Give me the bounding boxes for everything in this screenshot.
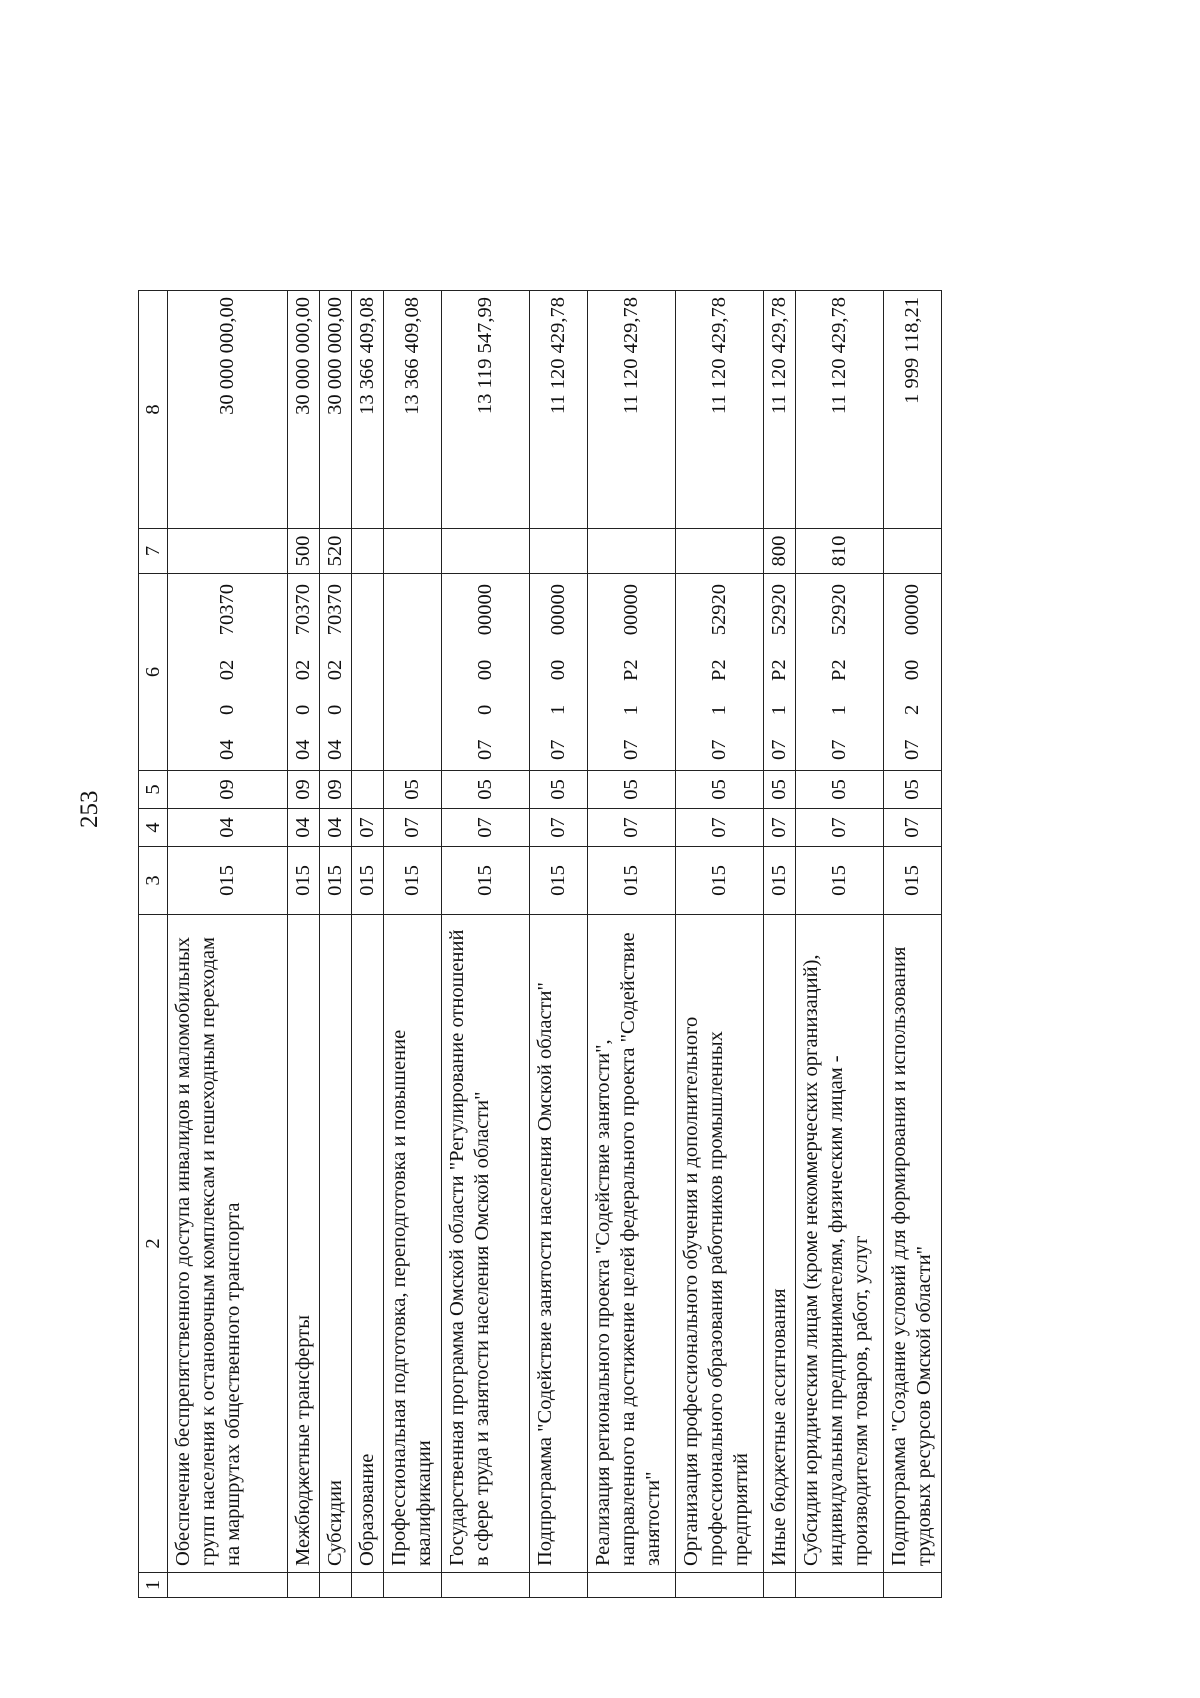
table-row [320,291,352,1598]
row-number-cell [442,1573,530,1598]
row-number-cell [796,1573,884,1598]
item-name-cell: Организация профессионального обучения и дополнительного профессионального образования работников промышленных предприятий [676,915,764,1573]
item-name-cell: Образование [352,915,384,1573]
admin-code-cell: 015 [588,847,676,915]
row-number-cell [530,1573,588,1598]
target-article-part: 1 [620,705,642,716]
target-article-cell [884,574,942,771]
row-number-cell [764,1573,796,1598]
subsection-code-cell: 05 [384,771,442,809]
table-body [168,291,942,1598]
section-code-cell: 07 [588,809,676,847]
subsection-code-cell: 09 [288,771,320,809]
target-article-code [619,580,644,764]
expense-type-cell: 500 [288,529,320,574]
subsection-code-cell: 05 [442,771,530,809]
column-number: 3 [139,847,168,915]
amount-cell: 30 000 000,00 [320,291,352,529]
target-article-part: 0 [292,704,314,715]
subsection-code-cell: 09 [168,771,288,809]
section-code-cell: 07 [884,809,942,847]
item-name-cell: Подпрограмма "Содействие занятости населения Омской области" [530,915,588,1573]
subsection-code-cell: 05 [796,771,884,809]
subsection-code-cell: 05 [764,771,796,809]
admin-code-cell: 015 [796,847,884,915]
expense-type-cell: 520 [320,529,352,574]
target-article-part: 0 [216,704,238,715]
target-article-part: 07 [768,739,790,760]
amount-cell: 11 120 429,78 [796,291,884,529]
row-number-cell [288,1573,320,1598]
admin-code-cell: 015 [442,847,530,915]
target-article-part: 07 [620,739,642,760]
target-article-part: 04 [292,739,314,760]
section-code-cell: 07 [352,809,384,847]
target-article-code [215,580,240,764]
section-code-cell: 07 [384,809,442,847]
table-row [352,291,384,1598]
item-name-cell: Профессиональная подготовка, переподготовка и повышение квалификации [384,915,442,1573]
target-article-part: 02 [324,659,346,681]
target-article-code [827,580,852,764]
expense-type-cell: 800 [764,529,796,574]
row-number-cell [588,1573,676,1598]
amount-cell: 1 999 118,21 [884,291,942,529]
target-article-part: P2 [768,659,790,682]
subsection-code-cell: 05 [884,771,942,809]
expense-type-cell: 810 [796,529,884,574]
target-article-part: 00000 [901,584,923,636]
target-article-cell [288,574,320,771]
target-article-part: 0 [324,704,346,715]
target-article-part: 00000 [620,584,642,636]
target-article-part: 70370 [324,584,346,636]
target-article-code [473,580,498,764]
expense-type-cell [442,529,530,574]
admin-code-cell: 015 [320,847,352,915]
target-article-part: 00000 [547,584,569,636]
target-article-part: 00000 [474,584,496,636]
item-name-cell: Межбюджетные трансферты [288,915,320,1573]
section-code-cell: 07 [530,809,588,847]
amount-cell: 13 366 409,08 [384,291,442,529]
target-article-part: 07 [708,739,730,760]
section-code-cell: 07 [442,809,530,847]
target-article-part: 70370 [292,584,314,636]
subsection-code-cell: 05 [588,771,676,809]
item-name-cell: Государственная программа Омской области "Регулирование отношений в сфере труда и занятости населения Омской области" [442,915,530,1573]
item-name-cell: Реализация регионального проекта "Содействие занятости", направленного на достижение целей федерального проекта "Содействие занятости" [588,915,676,1573]
target-article-part: 52920 [708,584,730,636]
column-number: 8 [139,291,168,529]
expense-type-cell [352,529,384,574]
expense-type-cell [676,529,764,574]
target-article-cell [384,574,442,771]
target-article-part: 07 [547,739,569,760]
subsection-code-cell: 05 [676,771,764,809]
target-article-cell [168,574,288,771]
amount-cell: 13 366 409,08 [352,291,384,529]
target-article-part: 04 [216,739,238,760]
target-article-cell [588,574,676,771]
target-article-cell [764,574,796,771]
item-name-cell: Обеспечение беспрепятственного доступа инвалидов и маломобильных групп населения к остановочным комплексам и пешеходным переходам на маршрутах общественного транспорта [168,915,288,1573]
target-article-part: 02 [292,659,314,681]
expense-type-cell [588,529,676,574]
amount-cell: 11 120 429,78 [588,291,676,529]
amount-cell: 11 120 429,78 [530,291,588,529]
target-article-part: 52920 [828,584,850,636]
expense-type-cell [384,529,442,574]
target-article-part: 00 [474,659,496,681]
document-page [76,43,1078,1598]
table-row [442,291,530,1598]
row-number-cell [676,1573,764,1598]
target-article-cell [530,574,588,771]
amount-cell: 30 000 000,00 [288,291,320,529]
target-article-part: 1 [828,705,850,716]
admin-code-cell: 015 [764,847,796,915]
table-row [764,291,796,1598]
budget-table [138,290,942,1598]
amount-cell: 11 120 429,78 [764,291,796,529]
target-article-cell [796,574,884,771]
target-article-part: P2 [708,659,730,682]
expense-type-cell [530,529,588,574]
target-article-cell [676,574,764,771]
target-article-part: 1 [708,705,730,716]
column-number: 5 [139,771,168,809]
admin-code-cell: 015 [884,847,942,915]
row-number-cell [320,1573,352,1598]
target-article-part: 1 [768,705,790,716]
target-article-part: 52920 [768,584,790,636]
target-article-part: 2 [901,704,923,715]
target-article-part: 1 [547,704,569,715]
amount-cell: 13 119 547,99 [442,291,530,529]
column-number: 6 [139,574,168,771]
item-name-cell: Субсидии [320,915,352,1573]
row-number-cell [384,1573,442,1598]
section-code-cell: 04 [168,809,288,847]
section-code-cell: 04 [320,809,352,847]
target-article-code [323,580,348,764]
target-article-part: 00 [547,659,569,681]
admin-code-cell: 015 [384,847,442,915]
admin-code-cell: 015 [352,847,384,915]
table-row [884,291,942,1598]
item-name-cell: Субсидии юридическим лицам (кроме некоммерческих организаций), индивидуальным предпринимателям, физическим лицам - производителям товаров, работ, услуг [796,915,884,1573]
target-article-cell [442,574,530,771]
target-article-part: 07 [828,739,850,760]
section-code-cell: 07 [764,809,796,847]
table-row [796,291,884,1598]
admin-code-cell: 015 [676,847,764,915]
row-number-cell [352,1573,384,1598]
subsection-code-cell [352,771,384,809]
amount-cell: 11 120 429,78 [676,291,764,529]
subsection-code-cell: 09 [320,771,352,809]
item-name-cell: Иные бюджетные ассигнования [764,915,796,1573]
column-number: 7 [139,529,168,574]
target-article-part: 02 [216,659,238,681]
target-article-code [291,580,316,764]
column-number-row [139,291,168,1598]
section-code-cell: 07 [796,809,884,847]
column-number: 1 [139,1573,168,1598]
table-row [530,291,588,1598]
table-row [588,291,676,1598]
table-row [384,291,442,1598]
amount-cell: 30 000 000,00 [168,291,288,529]
target-article-part: 0 [474,704,496,715]
column-number: 4 [139,809,168,847]
target-article-code [767,580,792,764]
target-article-part: P2 [620,659,642,682]
target-article-part: 07 [901,739,923,760]
table-row [288,291,320,1598]
table-row [676,291,764,1598]
expense-type-cell [168,529,288,574]
target-article-part: 70370 [216,584,238,636]
subsection-code-cell: 05 [530,771,588,809]
column-number: 2 [139,915,168,1573]
admin-code-cell: 015 [288,847,320,915]
target-article-cell [352,574,384,771]
target-article-part: 00 [901,659,923,681]
admin-code-cell: 015 [530,847,588,915]
page-number: 253 [76,790,103,828]
item-name-cell: Подпрограмма "Создание условий для формирования и использования трудовых ресурсов Омской области" [884,915,942,1573]
target-article-code [900,580,925,764]
admin-code-cell: 015 [168,847,288,915]
target-article-code [707,580,732,764]
target-article-part: 04 [324,739,346,760]
target-article-cell [320,574,352,771]
row-number-cell [168,1573,288,1598]
section-code-cell: 04 [288,809,320,847]
expense-type-cell [884,529,942,574]
table-row [168,291,288,1598]
target-article-code [546,580,571,764]
section-code-cell: 07 [676,809,764,847]
target-article-part: P2 [828,659,850,682]
target-article-part: 07 [474,739,496,760]
row-number-cell [884,1573,942,1598]
